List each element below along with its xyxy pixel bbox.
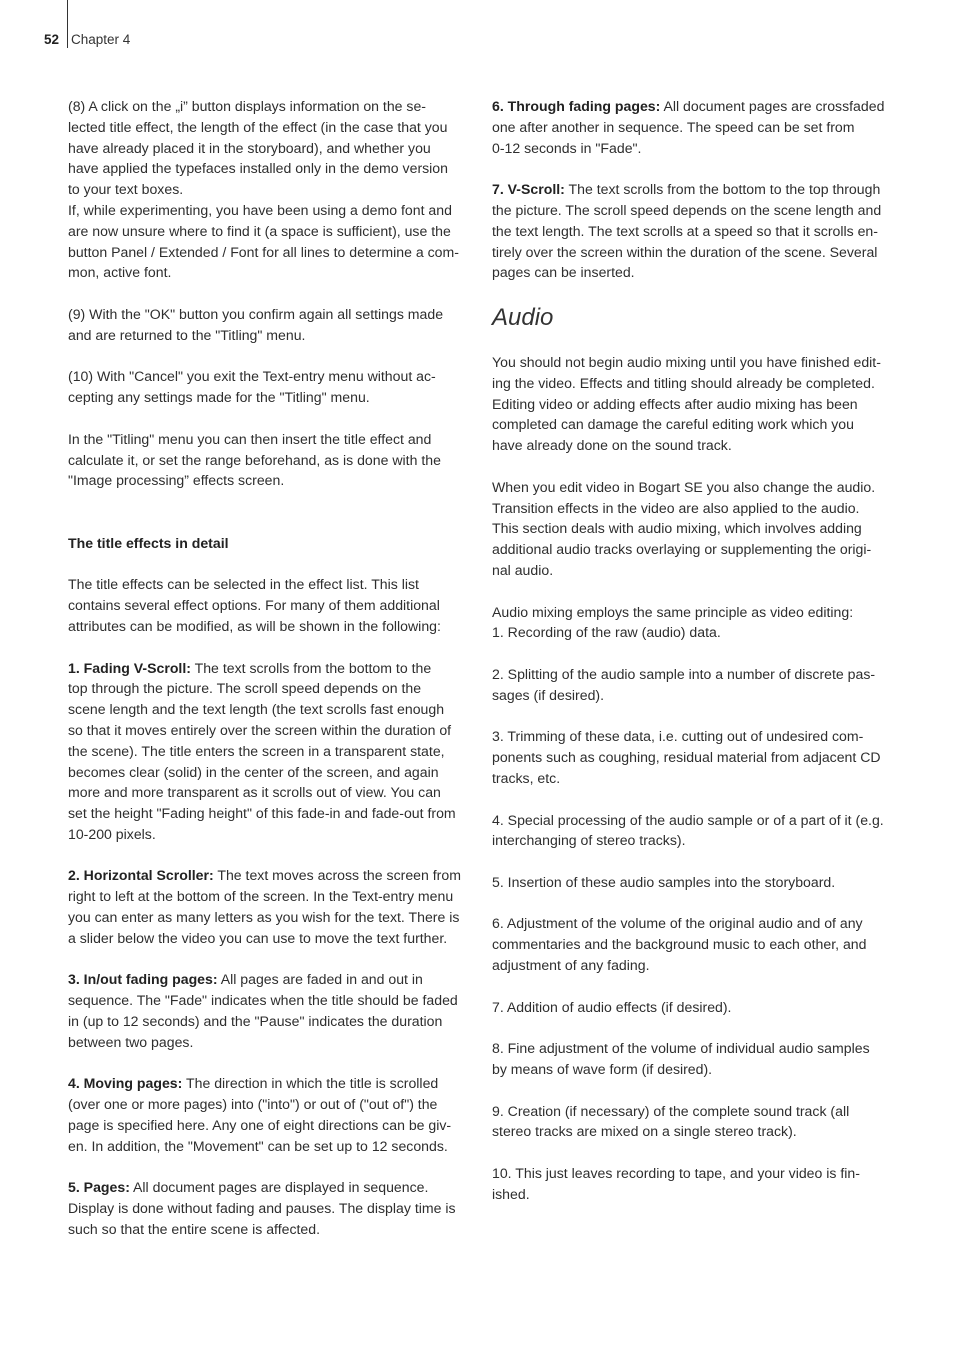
text-line: 2. Horizontal Scroller: The text moves across the screen from	[68, 867, 461, 884]
text-line: attributes can be modified, as will be shown in the following:	[68, 617, 441, 634]
effect-title: 7. V-Scroll:	[492, 181, 565, 198]
text-line: cepting any settings made for the "Titling" menu.	[68, 389, 370, 406]
text-line: 3. In/out fading pages: All pages are faded in and out in	[68, 971, 423, 988]
text-line: are now unsure where to find it (a space is sufficient), use the	[68, 222, 451, 239]
text-line: In the "Titling" menu you can then insert the title effect and	[68, 430, 432, 447]
text-line: stereo tracks are mixed on a single stereo track).	[492, 1123, 797, 1140]
text-line: 9. Creation (if necessary) of the complete sound track (all	[492, 1102, 850, 1119]
text-line: (8) A click on the „i” button displays information on the se-	[68, 98, 426, 114]
text-line: button Panel / Extended / Font for all lines to determine a com-	[68, 243, 459, 260]
text-line: have applied the typefaces installed only in the demo version	[68, 160, 448, 177]
text-line: tirely over the screen within the duration of the scene. Several	[492, 243, 878, 260]
text-line: right to left at the bottom of the screen. In the Text-entry menu	[68, 888, 454, 905]
text-line: a slider below the video you can use to move the text further.	[68, 929, 448, 946]
paragraph-cancel-button	[68, 366, 476, 408]
paragraph-audio-bogart	[492, 477, 900, 581]
step-insertion	[492, 872, 900, 893]
text-line: top through the picture. The scroll speed depends on the	[68, 680, 422, 697]
text-line: 4. Special processing of the audio sample or of a part of it (e.g.	[492, 811, 884, 828]
paragraph-audio-intro	[492, 352, 900, 456]
text-line: (over one or more pages) into ("into") or out of ("out of") the	[68, 1096, 438, 1113]
subheading-title-effects: The title effects in detail	[68, 534, 229, 551]
text-line: calculate it, or set the range beforehand, as is done with the	[68, 451, 441, 468]
text-line: 6. Adjustment of the volume of the original audio and of any	[492, 915, 863, 932]
text-line: lected title effect, the length of the effect (in the case that you	[68, 118, 448, 135]
left-column	[68, 96, 476, 1261]
text-line: becomes clear (solid) in the center of the screen, and again	[68, 763, 439, 780]
effect-fading-vscroll	[68, 658, 476, 845]
text-line: sequence. The "Fade" indicates when the title should be faded	[68, 992, 458, 1009]
text-line: such so that the entire scene is affected.	[68, 1221, 321, 1238]
page-header	[44, 31, 130, 49]
effect-through-fading-pages	[492, 96, 900, 158]
text-line: the scene). The title enters the screen in a transparent state,	[68, 742, 445, 759]
effect-title: 4. Moving pages:	[68, 1075, 183, 1092]
step-special-processing	[492, 810, 900, 852]
text-line: 0-12 seconds in "Fade".	[492, 139, 642, 156]
page-number: 52	[44, 32, 60, 47]
text-line: Audio mixing employs the same principle as video editing:	[492, 603, 854, 620]
step-sound-track-creation	[492, 1101, 900, 1143]
right-column	[492, 96, 900, 1225]
text-line: set the height "Fading height" of this fade-in and fade-out from	[68, 805, 456, 822]
text-line: have already placed it in the storyboard), and whether you	[68, 139, 431, 156]
text-line: more and more transparent as it scrolls out of view. You can	[68, 784, 441, 801]
text-line: so that it moves entirely over the screen within the duration of	[68, 721, 452, 738]
text-line: and are returned to the "Titling" menu.	[68, 326, 306, 343]
effect-title: 3. In/out fading pages:	[68, 971, 218, 988]
text-line: 5. Pages: All document pages are displayed in sequence.	[68, 1179, 429, 1196]
step-trimming	[492, 726, 900, 788]
text-line: You should not begin audio mixing until you have finished edit-	[492, 353, 881, 370]
text-line: one after another in sequence. The speed can be set from	[492, 118, 855, 135]
text-line: between two pages.	[68, 1033, 194, 1050]
text-line: mon, active font.	[68, 264, 172, 281]
effect-vscroll	[492, 179, 900, 283]
paragraph-ok-button	[68, 304, 476, 346]
text-line: 7. V-Scroll: The text scrolls from the bottom to the top through	[492, 181, 881, 198]
text-line: interchanging of stereo tracks).	[492, 832, 686, 849]
text-line: 10-200 pixels.	[68, 825, 156, 842]
step-recording-to-tape	[492, 1163, 900, 1205]
step-volume-adjustment	[492, 913, 900, 975]
section-title-audio: Audio	[492, 303, 554, 331]
text-line: 4. Moving pages: The direction in which the title is scrolled	[68, 1075, 439, 1092]
text-line: If, while experimenting, you have been using a demo font and	[68, 201, 452, 218]
paragraph-effects-intro	[68, 574, 476, 636]
effect-title: 6. Through fading pages:	[492, 98, 661, 114]
text-line: (9) With the "OK" button you confirm again all settings made	[68, 305, 444, 322]
text-line: sages (if desired).	[492, 686, 605, 703]
text-line: page is specified here. Any one of eight directions can be giv-	[68, 1117, 452, 1134]
step-splitting	[492, 664, 900, 706]
effect-inout-fading-pages	[68, 969, 476, 1052]
text-line: additional audio tracks overlaying or supplementing the origi-	[492, 541, 872, 558]
effect-pages	[68, 1177, 476, 1239]
paragraph-audio-principle	[492, 602, 900, 644]
chapter-label: Chapter 4	[71, 32, 131, 47]
text-line: (10) With "Cancel" you exit the Text-entry menu without ac-	[68, 368, 436, 385]
text-line: en. In addition, the "Movement" can be set up to 12 seconds.	[68, 1137, 448, 1154]
text-line: When you edit video in Bogart SE you also change the audio.	[492, 478, 876, 495]
text-line: The title effects can be selected in the effect list. This list	[68, 576, 419, 593]
text-line: tracks, etc.	[492, 769, 561, 786]
text-line: contains several effect options. For many of them additional	[68, 597, 440, 614]
text-line: Transition effects in the video are also applied to the audio.	[492, 499, 860, 516]
text-line: Editing video or adding effects after audio mixing has been	[492, 395, 858, 412]
text-line: 3. Trimming of these data, i.e. cutting out of undesired com-	[492, 728, 864, 745]
text-line: adjustment of any fading.	[492, 957, 650, 974]
effect-title: 5. Pages:	[68, 1179, 130, 1196]
text-line: have already done on the sound track.	[492, 437, 732, 454]
text-line: "Image processing” effects screen.	[68, 472, 285, 489]
text-line: scene length and the text length (the text scrolls fast enough	[68, 701, 445, 718]
text-line: This section deals with audio mixing, which involves adding	[492, 520, 862, 537]
text-line: commentaries and the background music to each other, and	[492, 936, 867, 953]
text-line: 8. Fine adjustment of the volume of individual audio samples	[492, 1040, 870, 1057]
text-line: ponents such as coughing, residual material from adjacent CD	[492, 749, 881, 766]
effect-moving-pages	[68, 1073, 476, 1156]
text-line: in (up to 12 seconds) and the "Pause" indicates the duration	[68, 1013, 443, 1030]
text-line: the picture. The scroll speed depends on the scene length and	[492, 201, 882, 218]
text-line: by means of wave form (if desired).	[492, 1061, 713, 1078]
text-line: completed can damage the careful editing work which you	[492, 416, 854, 433]
text-line: 7. Addition of audio effects (if desired).	[492, 998, 732, 1015]
effect-horizontal-scroller	[68, 865, 476, 948]
text-line: 6. Through fading pages: All document pages are crossfaded	[492, 98, 885, 114]
step-audio-effects	[492, 997, 900, 1018]
step-fine-adjustment	[492, 1038, 900, 1080]
text-line: nal audio.	[492, 561, 554, 578]
effect-title: 1. Fading V-Scroll:	[68, 659, 191, 676]
text-line: you can enter as many letters as you wish for the text. There is	[68, 909, 460, 926]
text-line: pages can be inserted.	[492, 264, 635, 281]
text-line: 1. Fading V-Scroll: The text scrolls from the bottom to the	[68, 659, 432, 676]
text-line: to your text boxes.	[68, 181, 184, 198]
text-line: 5. Insertion of these audio samples into the storyboard.	[492, 873, 836, 890]
paragraph-demo-font	[68, 200, 476, 283]
text-line: ing the video. Effects and titling should already be completed.	[492, 374, 875, 391]
text-line: 2. Splitting of the audio sample into a number of discrete pas-	[492, 665, 876, 682]
text-line: 10. This just leaves recording to tape, and your video is fin-	[492, 1165, 860, 1182]
text-line: ished.	[492, 1185, 530, 1202]
text-line: the text length. The text scrolls at a speed so that it scrolls en-	[492, 222, 878, 239]
text-line: Display is done without fading and pauses. The display time is	[68, 1200, 456, 1217]
paragraph-info-button	[68, 96, 476, 200]
effect-title: 2. Horizontal Scroller:	[68, 867, 214, 884]
text-line: 1. Recording of the raw (audio) data.	[492, 624, 721, 641]
paragraph-titling-menu	[68, 429, 476, 491]
